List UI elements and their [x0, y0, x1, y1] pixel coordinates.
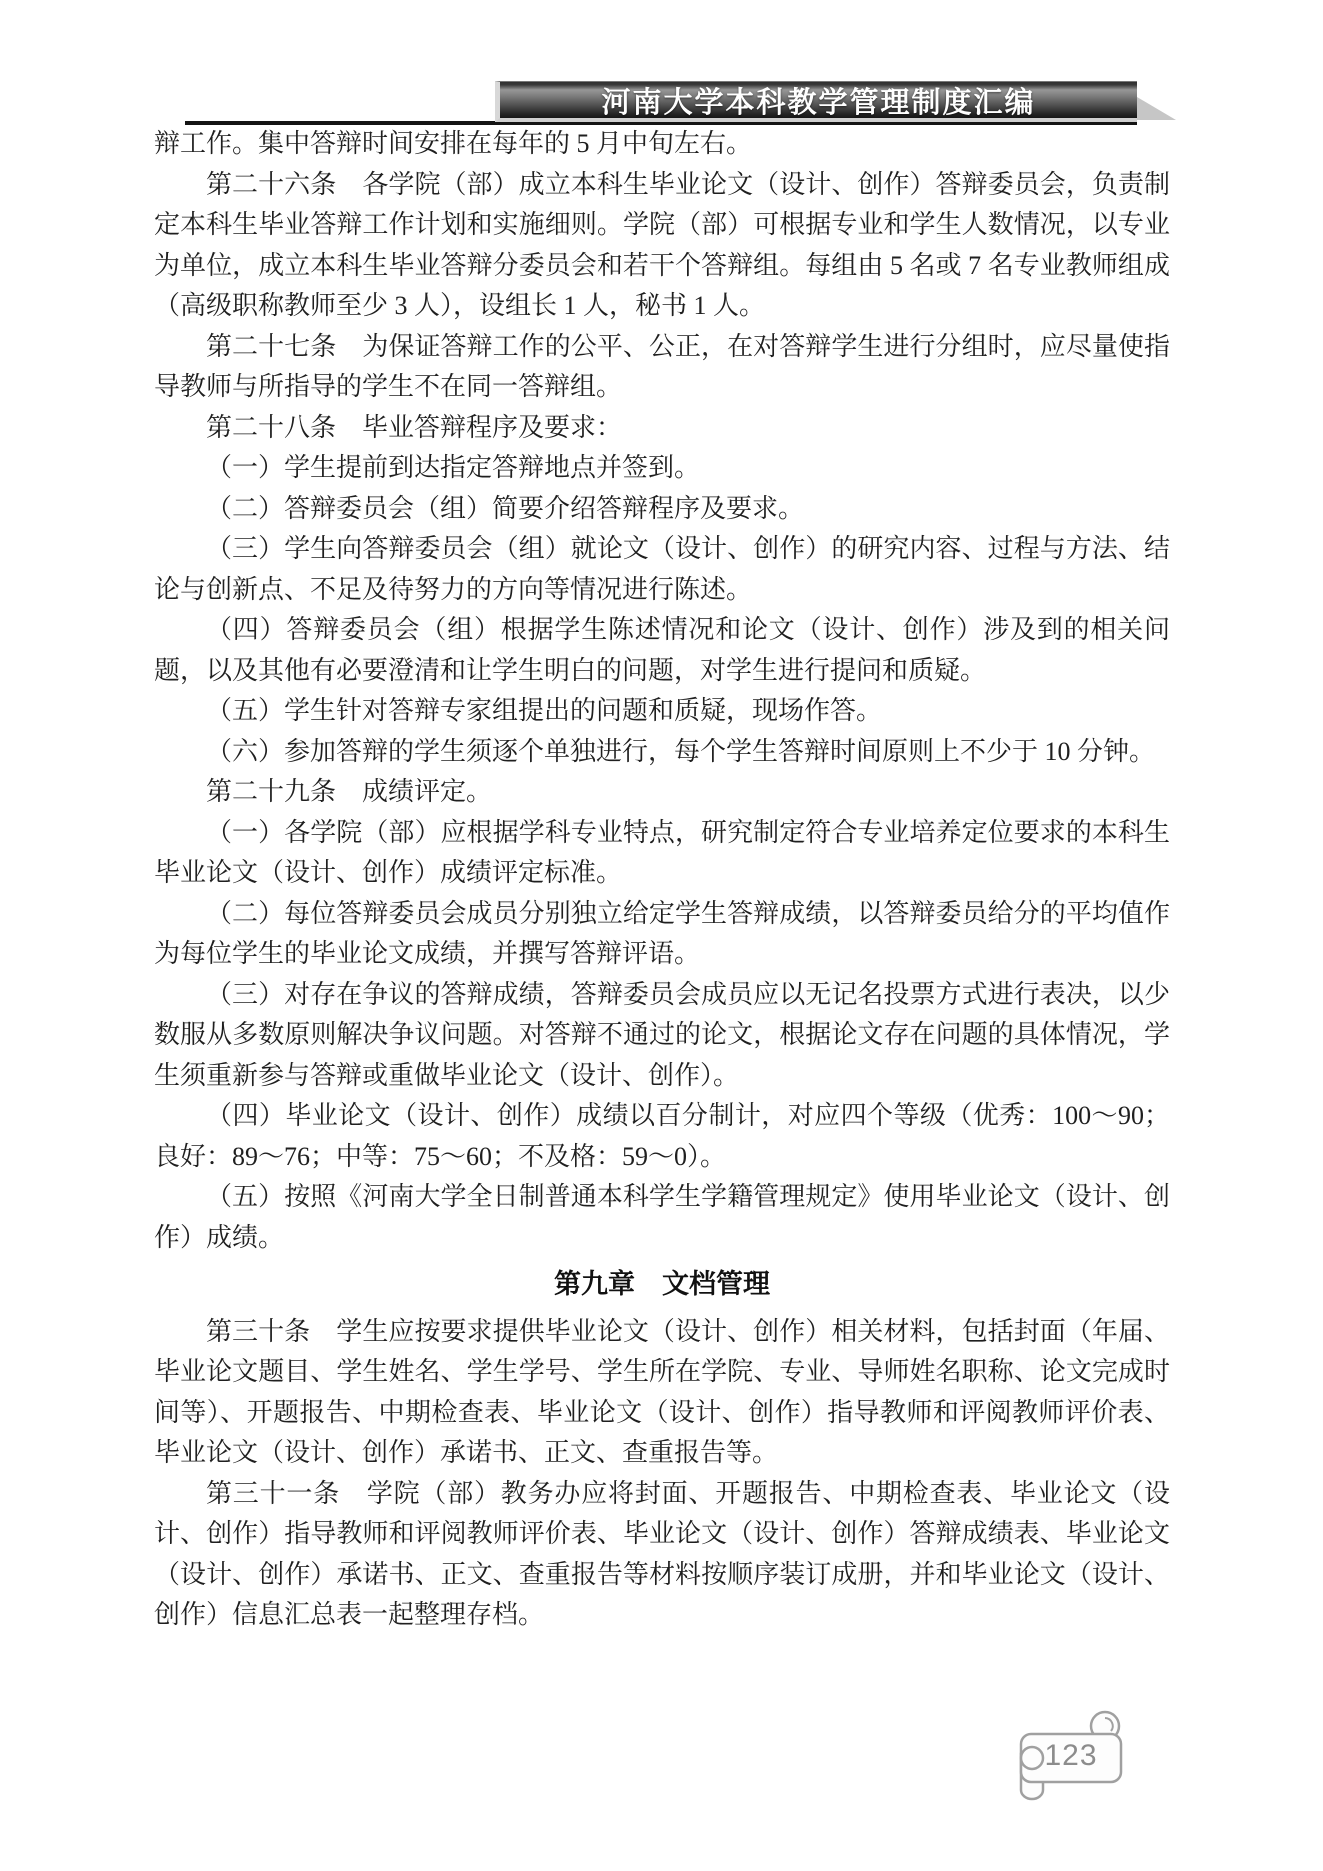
body-paragraph-item-2: （二）每位答辩委员会成员分别独立给定学生答辩成绩，以答辩委员给分的平均值作为每位学生的毕业论文成绩，并撰写答辩评语。 [154, 898, 1170, 968]
page-number-scroll [1006, 1708, 1136, 1810]
body-paragraph-item-3: （三）学生向答辩委员会（组）就论文（设计、创作）的研究内容、过程与方法、结论与创新点、不足及待努力的方向等情况进行陈述。 [154, 534, 1170, 604]
body-paragraph-article-28: 第二十八条 毕业答辩程序及要求： [206, 412, 623, 442]
body-paragraph-article-30: 第三十条 学生应按要求提供毕业论文（设计、创作）相关材料，包括封面（年届、毕业论文题目、学生姓名、学生学号、学生所在学院、专业、导师姓名职称、论文完成时间等）、开题报告、中期检查表、毕业论文（设计、创作）指导教师和评阅教师评价表、毕业论文（设计、创作）承诺书、正文、查重报告等。 [154, 1316, 1170, 1467]
chapter-heading: 第九章 文档管理 [554, 1269, 770, 1299]
body-paragraph-item-3: （三）对存在争议的答辩成绩，答辩委员会成员应以无记名投票方式进行表决，以少数服从多数原则解决争议问题。对答辩不通过的论文，根据论文存在问题的具体情况，学生须重新参与答辩或重做毕业论文（设计、创作）。 [154, 979, 1170, 1090]
page-number: 123 [1044, 1739, 1098, 1772]
body-paragraph-item-2: （二）答辩委员会（组）简要介绍答辩程序及要求。 [206, 493, 805, 523]
body-paragraph-item-5: （五）按照《河南大学全日制普通本科学生学籍管理规定》使用毕业论文（设计、创作）成绩。 [154, 1182, 1170, 1252]
banner-arrow-icon [1137, 95, 1177, 122]
body-paragraph-article-26: 第二十六条 各学院（部）成立本科生毕业论文（设计、创作）答辩委员会，负责制定本科生毕业答辩工作计划和实施细则。学院（部）可根据专业和学生人数情况，以专业为单位，成立本科生毕业答辩分委员会和若干个答辩组。每组由 5 名或 7 名专业教师组成（高级职称教师至少 3 人），设组长 1 人，秘书 1 人。 [154, 169, 1170, 320]
document-body [154, 124, 1170, 1636]
body-paragraph-article-29: 第二十九条 成绩评定。 [206, 777, 493, 806]
body-paragraph-item-1: （一）学生提前到达指定答辩地点并签到。 [206, 453, 701, 482]
body-paragraph-article-27: 第二十七条 为保证答辩工作的公平、公正，在对答辩学生进行分组时，应尽量使指导教师与所指导的学生不在同一答辩组。 [154, 331, 1170, 401]
body-paragraph-item-5: （五）学生针对答辩专家组提出的问题和质疑，现场作答。 [206, 696, 883, 725]
header-banner [495, 81, 1137, 122]
body-paragraph-item-4: （四）毕业论文（设计、创作）成绩以百分制计，对应四个等级（优秀：100～90；良好：89～76；中等：75～60；不及格：59～0）。 [154, 1101, 1170, 1171]
body-paragraph-item-4: （四）答辩委员会（组）根据学生陈述情况和论文（设计、创作）涉及到的相关问题，以及其他有必要澄清和让学生明白的问题，对学生进行提问和质疑。 [154, 615, 1170, 685]
body-paragraph: 辩工作。集中答辩时间安排在每年的 5 月中旬左右。 [154, 129, 753, 158]
header-banner-title: 河南大学本科教学管理制度汇编 [601, 86, 1036, 119]
body-paragraph-item-1: （一）各学院（部）应根据学科专业特点，研究制定符合专业培养定位要求的本科生毕业论文（设计、创作）成绩评定标准。 [154, 817, 1170, 887]
body-paragraph-article-31: 第三十一条 学院（部）教务办应将封面、开题报告、中期检查表、毕业论文（设计、创作）指导教师和评阅教师评价表、毕业论文（设计、创作）答辩成绩表、毕业论文（设计、创作）承诺书、正文、查重报告等材料按顺序装订成册，并和毕业论文（设计、创作）信息汇总表一起整理存档。 [154, 1478, 1170, 1629]
body-paragraph-item-6: （六）参加答辩的学生须逐个单独进行，每个学生答辩时间原则上不少于 10 分钟。 [206, 736, 1156, 766]
